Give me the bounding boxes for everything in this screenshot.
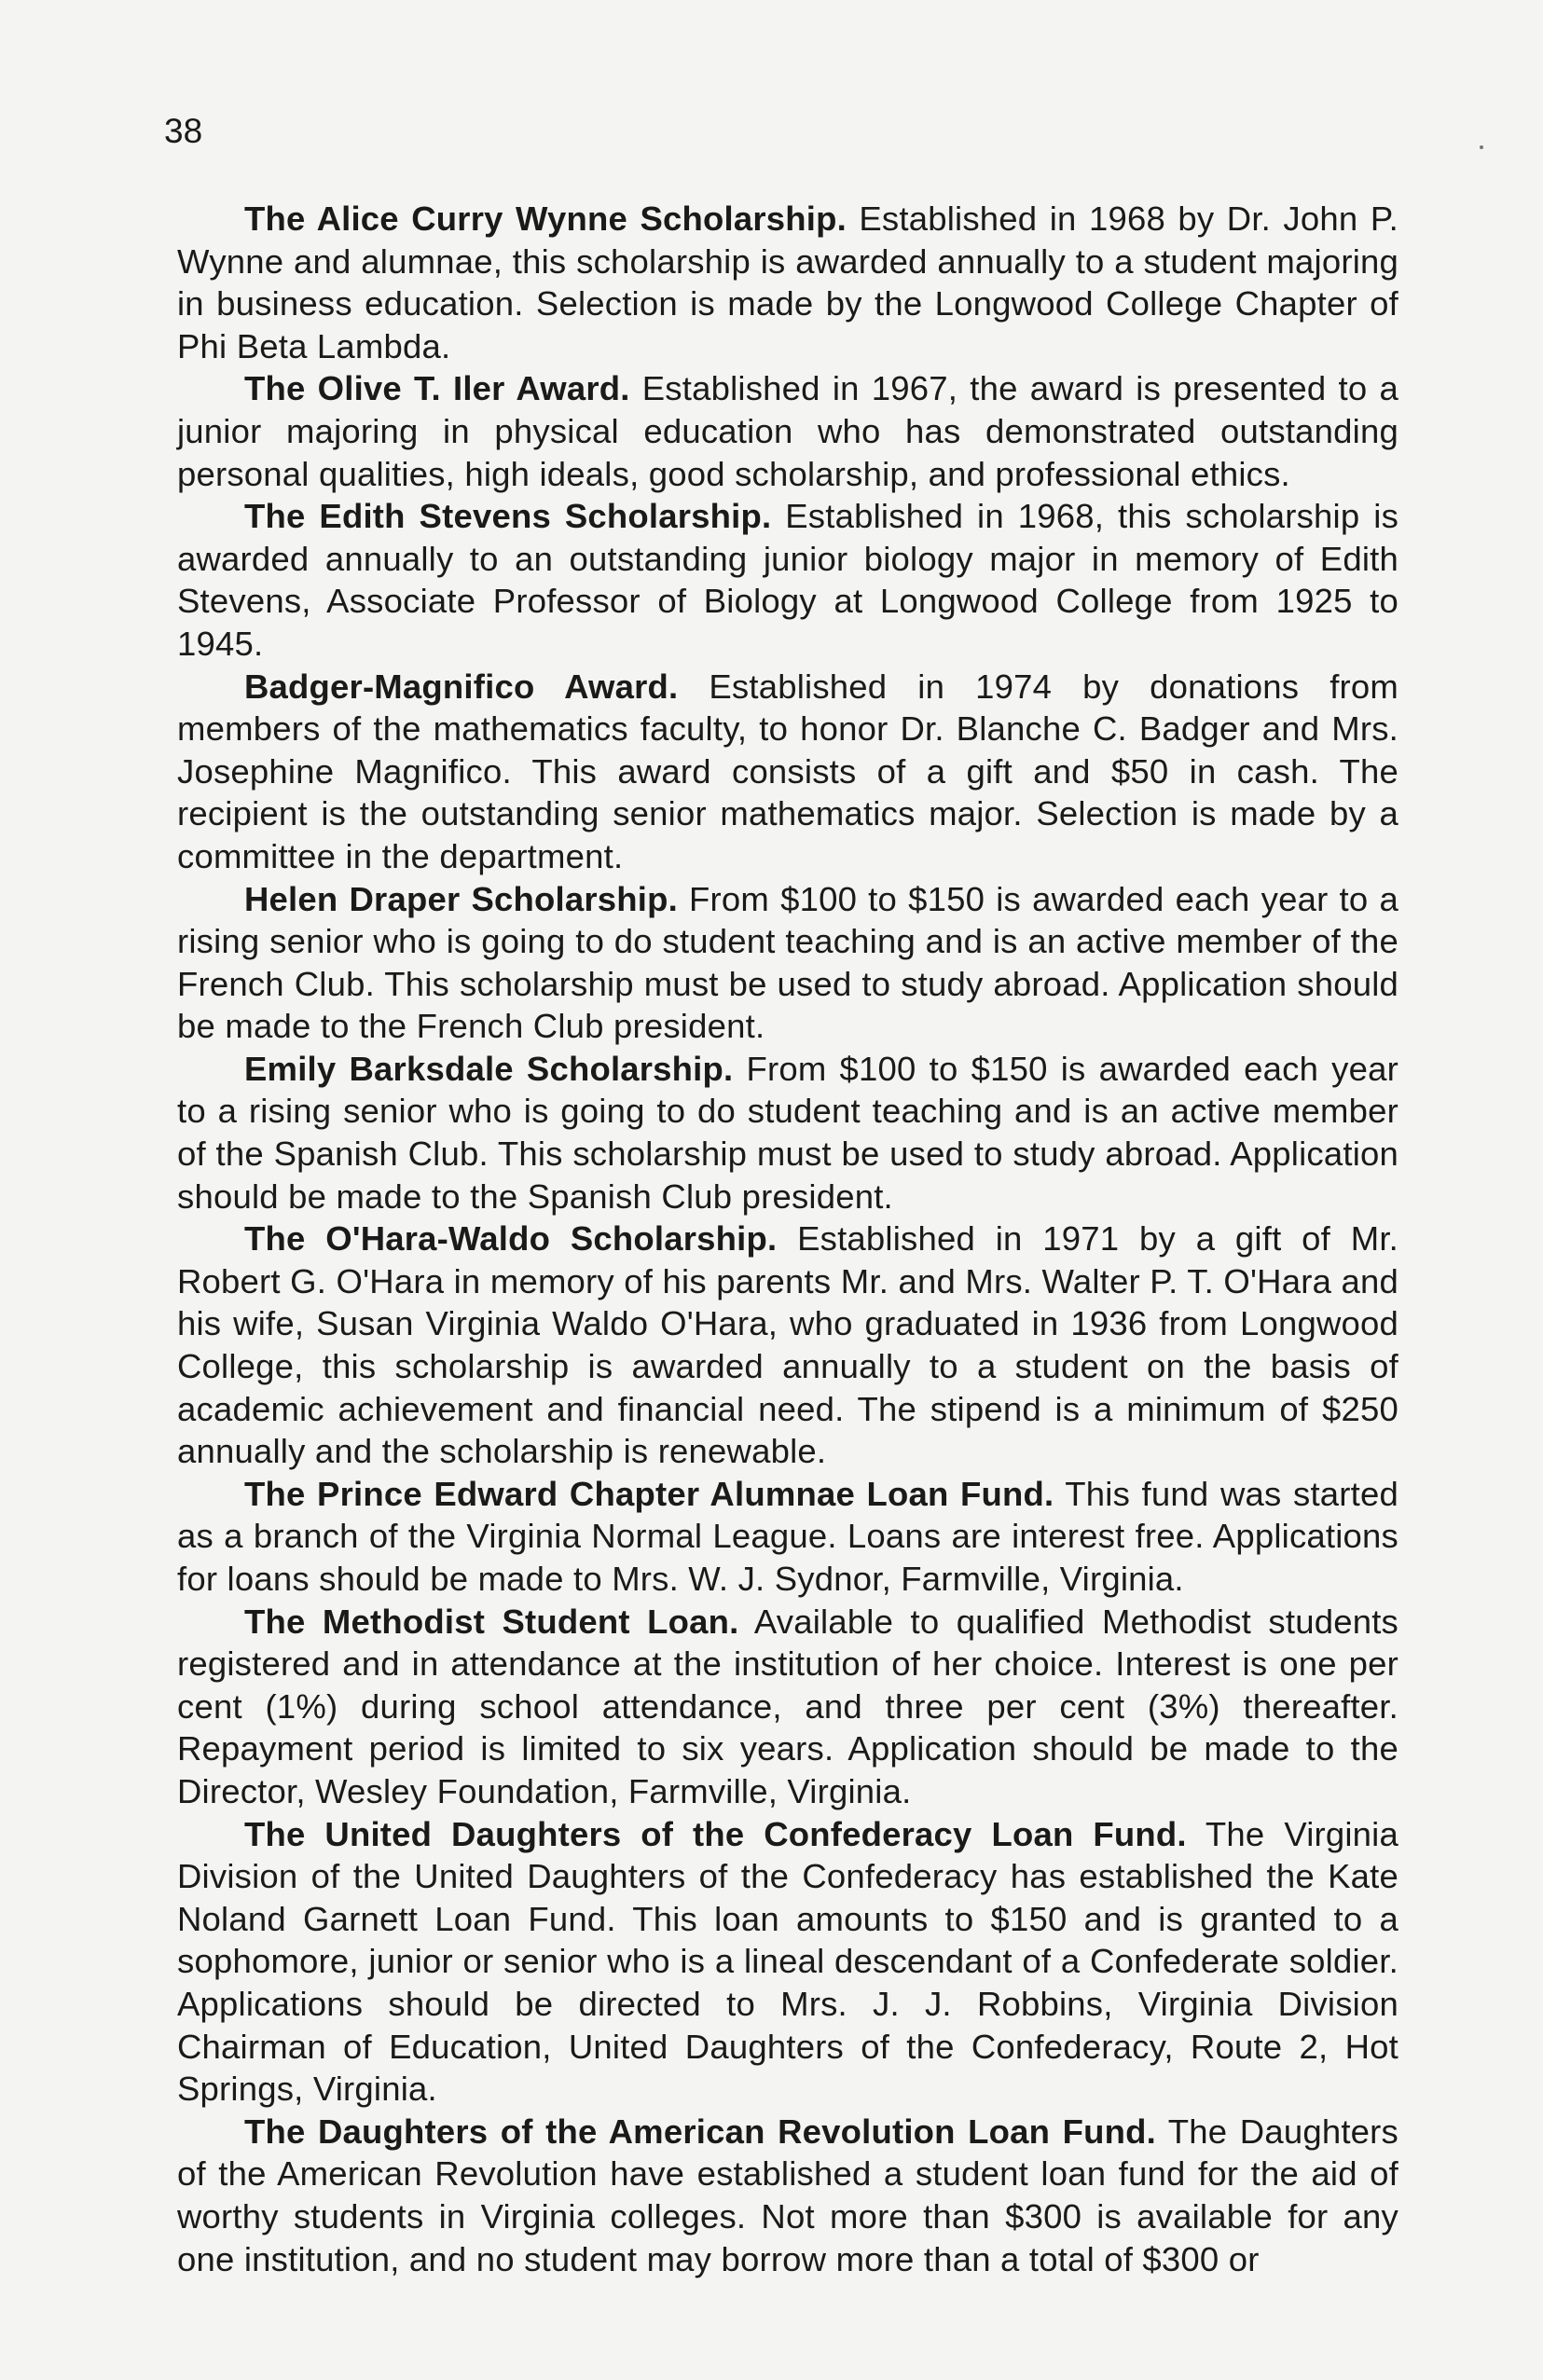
entry-body: The Virginia Division of the United Daughters of the Confederacy has established the Kate Noland Garnett Loan Fund. This loan amounts to $150 and is granted to a sophomore, junior or senior who is a lineal descendant of a Confederate soldier. Applications should be directed to Mrs. J. J. Robbins, Virginia Division Chairman of Education, United Daughters of the Confederacy, Route 2, Hot Springs, Virginia.	[177, 1814, 1398, 2109]
entry-body: Available to qualified Methodist students registered and in attendance at the institution of her choice. Interest is one per cent (1%) during school attendance, and three per cent (3%) thereafter. Repayment period is limited to six years. Application should be made to the Director, Wesley Foundation, Farmville, Virginia.	[177, 1602, 1399, 1810]
entry-body: Established in 1967, the award is presented to a junior majoring in physical education who has demonstrated outstanding personal qualities, high ideals, good scholarship, and professional ethics.	[177, 369, 1398, 493]
entry-title: Helen Draper Scholarship.	[244, 879, 678, 918]
entry-olive-iler-award	[177, 367, 1398, 495]
entry-body: Established in 1971 by a gift of Mr. Robert G. O'Hara in memory of his parents Mr. and Mrs. Walter P. T. O'Hara and his wife, Susan Virginia Waldo O'Hara, who graduated in 1936 from Longwood College, this scholarship is awarded annually to a student on the basis of academic achievement and financial need. The stipend is a minimum of $250 annually and the scholarship is renewable.	[177, 1219, 1399, 1471]
entry-title: The Methodist Student Loan.	[244, 1602, 739, 1641]
entry-title: The O'Hara-Waldo Scholarship.	[244, 1219, 778, 1259]
entry-title: The Edith Stevens Scholarship.	[244, 497, 772, 536]
entry-edith-stevens-scholarship	[177, 495, 1398, 665]
entry-body: Established in 1974 by donations from members of the mathematics faculty, to honor Dr. Blanche C. Badger and Mrs. Josephine Magnifico. This award consists of a gift and $50 in cash. The recipient is the outstanding senior mathematics major. Selection is made by a committee in the department.	[177, 667, 1399, 875]
entry-title: The United Daughters of the Confederacy Loan Fund.	[244, 1814, 1187, 1853]
entry-body: Established in 1968, this scholarship is awarded annually to an outstanding junior biology major in memory of Edith Stevens, Associate Professor of Biology at Longwood College from 1925 to 1945.	[177, 497, 1399, 663]
entry-emily-barksdale-scholarship	[177, 1048, 1398, 1218]
entry-methodist-student-loan	[177, 1601, 1398, 1813]
entry-body: This fund was started as a branch of the Virginia Normal League. Loans are interest free. Applications for loans should be made to Mrs. W. J. Sydnor, Farmville, Virginia.	[177, 1474, 1398, 1598]
entry-alice-curry-wynne-scholarship	[177, 198, 1398, 367]
entry-body: Established in 1968 by Dr. John P. Wynne and alumnae, this scholarship is awarded annually to a student majoring in business education. Selection is made by the Longwood College Chapter of Phi Beta Lambda.	[177, 199, 1398, 365]
page-content	[177, 198, 1398, 2280]
entry-prince-edward-loan-fund	[177, 1473, 1398, 1601]
entry-badger-magnifico-award	[177, 666, 1398, 878]
entry-title: The Daughters of the American Revolution Loan Fund.	[244, 2112, 1156, 2151]
entry-udc-loan-fund	[177, 1813, 1398, 2111]
entry-title: The Olive T. Iler Award.	[244, 369, 630, 408]
entry-body: From $100 to $150 is awarded each year to a rising senior who is going to do student teaching and is an active member of the Spanish Club. This scholarship must be used to study abroad. Application should be made to the Spanish Club president.	[177, 1049, 1398, 1216]
entry-title: The Alice Curry Wynne Scholarship.	[244, 199, 847, 238]
entry-body: From $100 to $150 is awarded each year to a rising senior who is going to do student teaching and is an active member of the French Club. This scholarship must be used to study abroad. Application should be made to the French Club president.	[177, 879, 1398, 1046]
entry-body: The Daughters of the American Revolution have established a student loan fund for the aid of worthy students in Virginia colleges. Not more than $300 is available for any one institution, and no student may borrow more than a total of $300 or	[177, 2112, 1398, 2278]
entry-title: The Prince Edward Chapter Alumnae Loan Fund.	[244, 1474, 1054, 1513]
entry-title: Emily Barksdale Scholarship.	[244, 1049, 734, 1088]
page-number: 38	[164, 112, 203, 150]
entry-title: Badger-Magnifico Award.	[244, 667, 679, 706]
entry-ohara-waldo-scholarship	[177, 1218, 1398, 1473]
entry-helen-draper-scholarship	[177, 878, 1398, 1048]
scan-speck	[1480, 145, 1483, 149]
entry-dar-loan-fund	[177, 2111, 1398, 2280]
